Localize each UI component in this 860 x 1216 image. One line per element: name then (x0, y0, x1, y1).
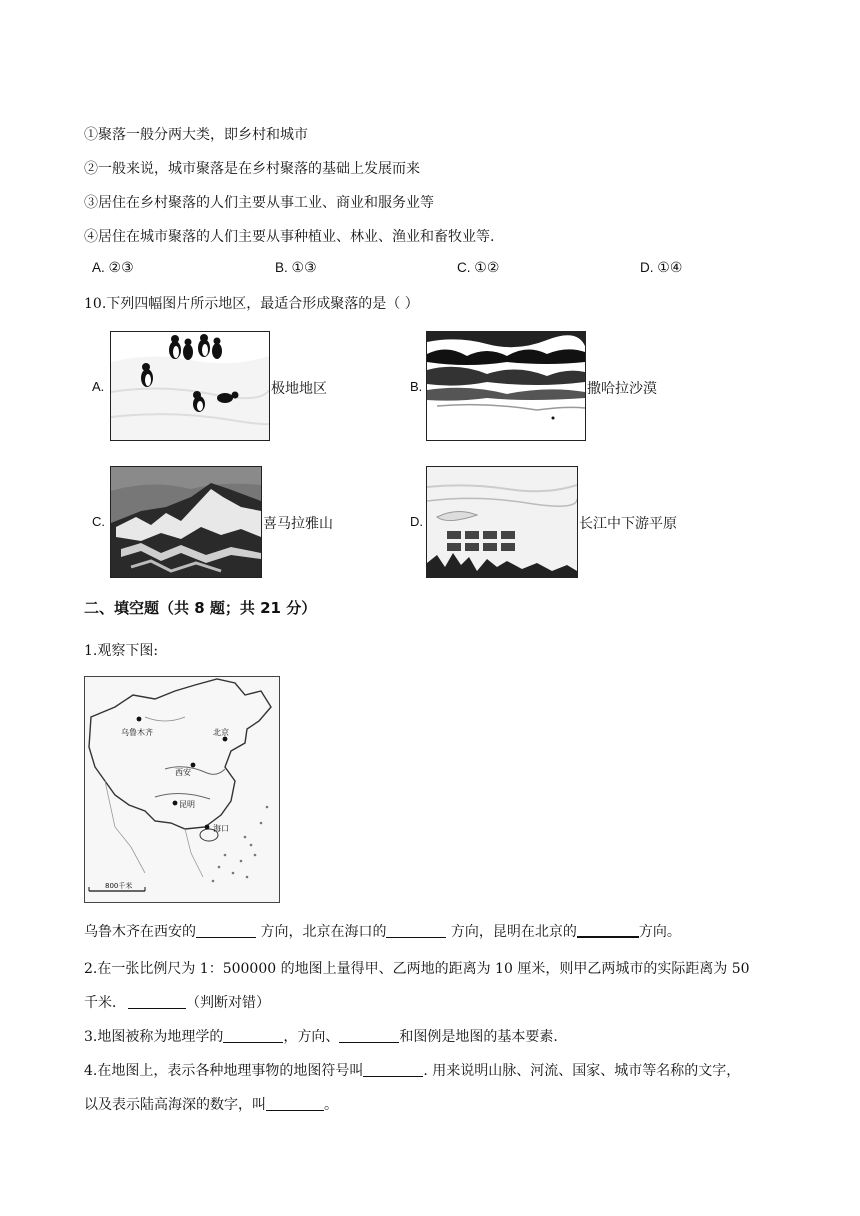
statement-1: ①聚落一般分两大类，即乡村和城市 (84, 127, 308, 143)
plain-illustration (427, 467, 577, 577)
fill-q2-line-1: 2.在一张比例尺为 1：500000 的地图上量得甲、乙两地的距离为 10 厘米，则甲乙两城市的实际距离为 50 (84, 961, 750, 977)
answer-blank-4[interactable] (128, 994, 186, 1009)
fill-q1-stem: 1.观察下图: (84, 643, 159, 659)
answer-blank-8[interactable] (266, 1096, 324, 1111)
answer-blank-6[interactable] (339, 1028, 399, 1043)
option-b (275, 260, 317, 276)
map-label-urumqi: 乌鲁木齐 (121, 728, 153, 737)
china-map-outline (85, 677, 279, 902)
mountain-illustration (111, 467, 261, 577)
sahara-desert-image (426, 331, 586, 441)
answer-blank-2[interactable] (386, 923, 446, 938)
fill-q2-line-2 (84, 992, 270, 1012)
image-option-c-letter: C. (92, 514, 105, 529)
image-option-d-letter: D. (410, 514, 423, 529)
fill-q4-part-3: 以及表示陆高海深的数字，叫 (84, 1097, 266, 1113)
fill-q1-part-3: 方向，昆明在北京的 (446, 924, 577, 940)
polar-region-image (110, 331, 270, 441)
answer-blank-5[interactable] (223, 1028, 283, 1043)
fill-q4-line-1 (84, 1060, 740, 1080)
question-10-stem: 10.下列四幅图片所示地区，最适合形成聚落的是（ ） (84, 296, 419, 312)
fill-q1-part-2: 方向，北京在海口的 (256, 924, 387, 940)
map-label-kunming: 昆明 (179, 800, 195, 809)
map-scale-label: 800千米 (105, 882, 133, 890)
image-option-b-caption: 撒哈拉沙漠 (587, 381, 657, 397)
map-label-xian: 西安 (175, 768, 191, 777)
fill-q3-part-3: 和图例是地图的基本要素. (399, 1029, 558, 1045)
dunes-illustration (427, 332, 585, 440)
option-c (457, 260, 499, 276)
map-label-beijing: 北京 (213, 728, 229, 737)
option-value: ①② (474, 260, 500, 276)
option-d (640, 260, 682, 276)
option-letter: C. (457, 260, 471, 275)
image-option-c-caption: 喜马拉雅山 (263, 516, 333, 532)
option-letter: B. (275, 260, 288, 275)
fill-q1-text (84, 921, 681, 941)
section-heading: 二、填空题（共 8 题；共 21 分） (84, 599, 317, 617)
image-option-a-caption: 极地地区 (271, 381, 327, 397)
fill-q3-text (84, 1026, 558, 1046)
statement-3: ③居住在乡村聚落的人们主要从事工业、商业和服务业等 (84, 195, 434, 211)
option-letter: D. (640, 260, 654, 275)
answer-blank-7[interactable] (363, 1062, 423, 1077)
fill-q4-part-2: . 用来说明山脉、河流、国家、城市等名称的文字， (423, 1063, 741, 1079)
himalaya-image (110, 466, 262, 578)
fill-q3-part-2: ，方向、 (283, 1029, 340, 1045)
statement-2: ②一般来说，城市聚落是在乡村聚落的基础上发展而来 (84, 161, 420, 177)
fill-q1-part-4: 方向。 (638, 924, 681, 940)
option-value: ①④ (657, 260, 683, 276)
fill-q2-part-2: （判断对错） (186, 995, 270, 1011)
fill-q4-line-2 (84, 1094, 338, 1114)
image-option-b-letter: B. (410, 379, 423, 394)
fill-q4-part-4: 。 (324, 1097, 338, 1113)
penguins-illustration (111, 332, 269, 440)
answer-blank-3[interactable] (577, 922, 639, 938)
option-letter: A. (92, 260, 105, 275)
answer-blank-1[interactable] (196, 923, 256, 938)
statement-4: ④居住在城市聚落的人们主要从事种植业、林业、渔业和畜牧业等. (84, 229, 495, 245)
yangtze-plain-image (426, 466, 578, 578)
map-label-haikou: 海口 (213, 824, 229, 833)
fill-q2-part-1: 千米． (84, 995, 126, 1011)
option-value: ①③ (291, 260, 317, 276)
fill-q1-part-1: 乌鲁木齐在西安的 (84, 924, 196, 940)
fill-q4-part-1: 4.在地图上，表示各种地理事物的地图符号叫 (84, 1063, 364, 1079)
image-option-d-caption: 长江中下游平原 (579, 516, 677, 532)
image-option-a-letter: A. (92, 379, 105, 394)
fill-q3-part-1: 3.地图被称为地理学的 (84, 1029, 224, 1045)
option-a (92, 260, 134, 276)
option-value: ②③ (108, 260, 134, 276)
china-map (84, 676, 280, 903)
